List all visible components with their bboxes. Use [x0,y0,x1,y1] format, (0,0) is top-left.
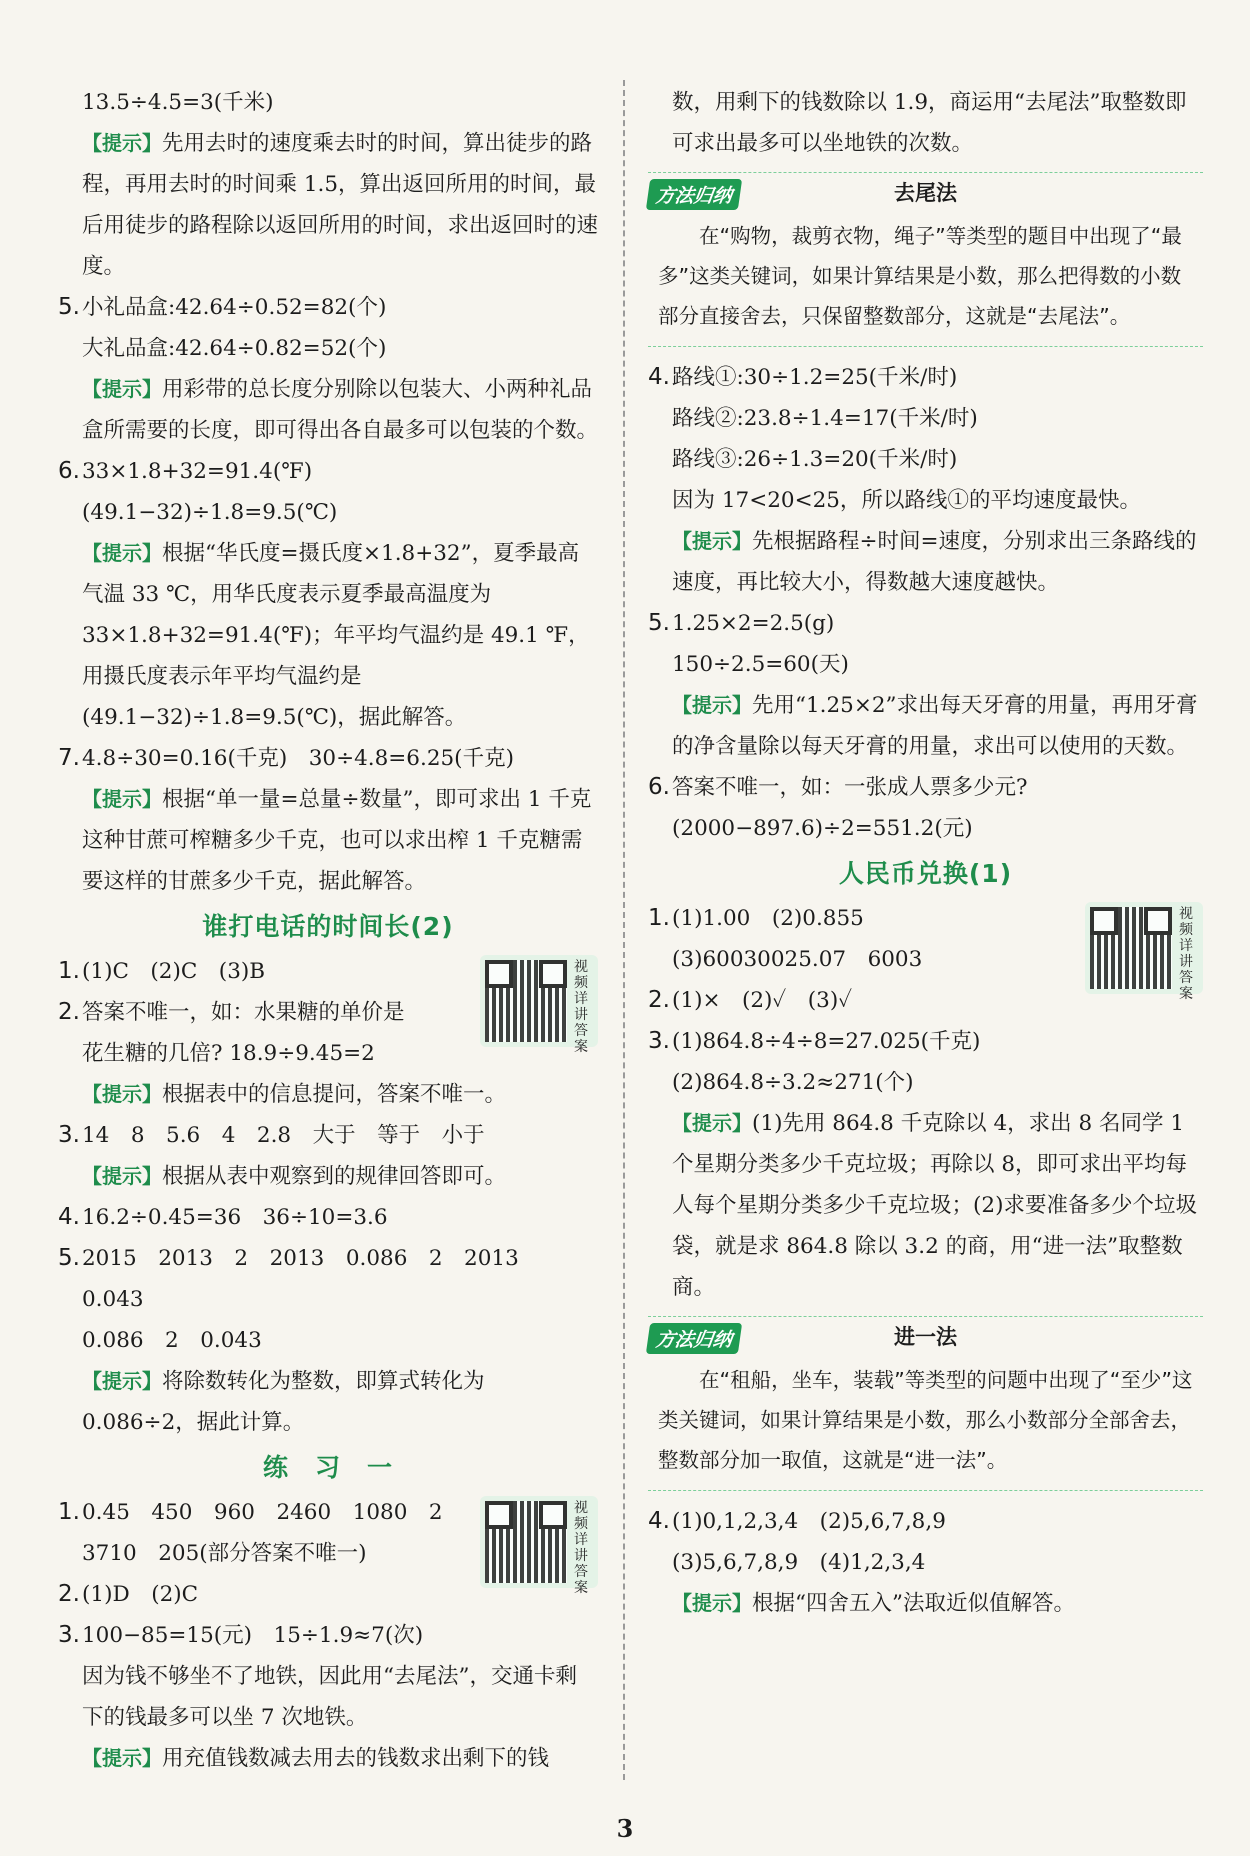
question-5: 5. 小礼品盒:42.64÷0.52=82(个) [58,294,387,320]
question-2: 2. 答案不唯一，如：水果糖的单价是 [58,999,405,1025]
text-line: 0.086 2 0.043 [82,1328,262,1353]
question-5: 5. 2015 2013 2 2013 0.086 2 2013 0.043 [58,1245,541,1312]
question-4: 4. 路线①:30÷1.2=25(千米/时) [648,364,958,390]
text-line: 路线②:23.8÷1.4=17(千米/时) [672,406,978,431]
hint: 【提示】先用去时的速度乘去时的时间，算出徒步的路程，再用去时的时间乘 1.5，算出返回所用的时间，最后用徒步的路程除以返回所用的时间，求出返回时的速度。 [82,131,599,279]
method-text: 在“租船，坐车，装载”等类型的问题中出现了“至少”这类关键词，如果计算结果是小数，那么小数部分全部舍去，整数部分加一取值，这就是“进一法”。 [658,1368,1193,1472]
text-line: 数，用剩下的钱数除以 1.9，商运用“去尾法”取整数即可求出最多可以坐地铁的次数。 [672,90,1187,156]
text-line: 因为钱不够坐不了地铁，因此用“去尾法”，交通卡剩下的钱最多可以坐 7 次地铁。 [82,1664,577,1730]
text-line: (2000−897.6)÷2=551.2(元) [672,816,973,841]
text-line: (3)60030025.07 6003 [672,947,923,972]
text-line: 路线③:26÷1.3=20(千米/时) [672,447,958,472]
question-4: 4. (1)0,1,2,3,4 (2)5,6,7,8,9 [648,1508,946,1534]
section-block [58,951,598,1074]
question-6: 6. 答案不唯一，如：一张成人票多少元? [648,774,1028,800]
method-box [648,172,1203,347]
question-5: 5. 1.25×2=2.5(g) [648,610,835,636]
text-line: 150÷2.5=60(天) [672,652,849,677]
hint: 【提示】将除数转化为整数，即算式转化为 0.086÷2，据此计算。 [82,1369,485,1435]
text-line: 花生糖的几倍? 18.9÷9.45=2 [82,1041,375,1066]
section-title: 人民币兑换(1) [838,859,1013,888]
question-2: 2. (1)D (2)C [58,1581,199,1607]
column-divider [623,80,625,1780]
question-4: 4. 16.2÷0.45=36 36÷10=3.6 [58,1204,388,1230]
question-1: 1. (1)C (2)C (3)B [58,958,266,984]
text-line: 3710 205(部分答案不唯一) [82,1541,367,1566]
hint: 【提示】用彩带的总长度分别除以包装大、小两种礼品盒所需要的长度，即可得出各自最多可以包装的个数。 [82,377,599,443]
text-line: 13.5÷4.5=3(千米) [82,90,274,115]
qr-label: 视频详讲答案 [574,959,588,1055]
text-line: (3)5,6,7,8,9 (4)1,2,3,4 [672,1550,926,1575]
question-1: 1. 0.45 450 960 2460 1080 2 [58,1499,443,1525]
method-tag: 方法归纳 [646,1323,742,1354]
method-title: 去尾法 [894,181,957,205]
method-text: 在“购物，裁剪衣物，绳子”等类型的题目中出现了“最多”这类关键词，如果计算结果是小数，那么把得数的小数部分直接舍去，只保留整数部分，这就是“去尾法”。 [658,224,1182,328]
question-3: 3. (1)864.8÷4÷8=27.025(千克) [648,1028,981,1054]
hint: 【提示】根据表中的信息提问，答案不唯一。 [82,1082,507,1107]
question-1: 1. (1)1.00 (2)0.855 [648,905,864,931]
qr-label: 视频详讲答案 [574,1500,588,1596]
section-title: 练 习 一 [262,1453,393,1482]
left-column [58,82,598,1779]
section-block [648,898,1203,1021]
qr-label: 视频详讲答案 [1179,906,1193,1002]
hint: 【提示】先用“1.25×2”求出每天牙膏的用量，再用牙膏的净含量除以每天牙膏的用量，求出可以使用的天数。 [672,693,1198,759]
method-box [648,1316,1203,1491]
section-block [58,1492,598,1615]
hint: 【提示】(1)先用 864.8 千克除以 4，求出 8 名同学 1 个星期分类多少千克垃圾；再除以 8，即可求出平均每人每个星期分类多少千克垃圾；(2)求要准备多少个垃圾袋，就是求 864.8 除以 3.2 的商，用“进一法”取整数商。 [672,1111,1197,1300]
hint: 【提示】根据“单一量=总量÷数量”，即可求出 1 千克这种甘蔗可榨糖多少千克，也可以求出榨 1 千克糖需要这样的甘蔗多少千克，据此解答。 [82,787,592,894]
hint: 【提示】用充值钱数减去用去的钱数求出剩下的钱 [82,1746,550,1771]
hint-tag: 【提示】 [82,131,162,155]
question-2: 2. (1)× (2)✓ (3)✓ [648,987,853,1013]
hint: 【提示】根据“华氏度=摄氏度×1.8+32”，夏季最高气温 33 ℃，用华氏度表示夏季最高温度为 33×1.8+32=91.4(℉)；年平均气温约是 49.1 ℉，用摄氏度表示年平均气温约是(49.1−32)÷1.8=9.5(℃)，据此解答。 [82,541,590,730]
method-tag: 方法归纳 [646,179,742,210]
question-6: 6. 33×1.8+32=91.4(℉) [58,458,313,484]
page-number: 3 [616,1814,634,1843]
method-title: 进一法 [894,1325,957,1349]
question-3: 3. 100−85=15(元) 15÷1.9≈7(次) [58,1622,424,1648]
question-7: 7. 4.8÷30=0.16(千克) 30÷4.8=6.25(千克) [58,745,514,771]
text-line: 因为 17<20<25，所以路线①的平均速度最快。 [672,488,1141,513]
question-3: 3. 14 8 5.6 4 2.8 大于 等于 小于 [58,1122,485,1148]
hint: 【提示】根据从表中观察到的规律回答即可。 [82,1164,507,1189]
section-title: 谁打电话的时间长(2) [202,912,454,941]
text-line: 大礼品盒:42.64÷0.82=52(个) [82,336,387,361]
hint: 【提示】根据“四舍五入”法取近似值解答。 [672,1591,1075,1616]
text-line: (49.1−32)÷1.8=9.5(℃) [82,500,338,525]
text-line: (2)864.8÷3.2≈271(个) [672,1070,914,1095]
hint: 【提示】先根据路程÷时间=速度，分别求出三条路线的速度，再比较大小，得数越大速度越快。 [672,529,1197,595]
right-column [648,82,1203,1624]
